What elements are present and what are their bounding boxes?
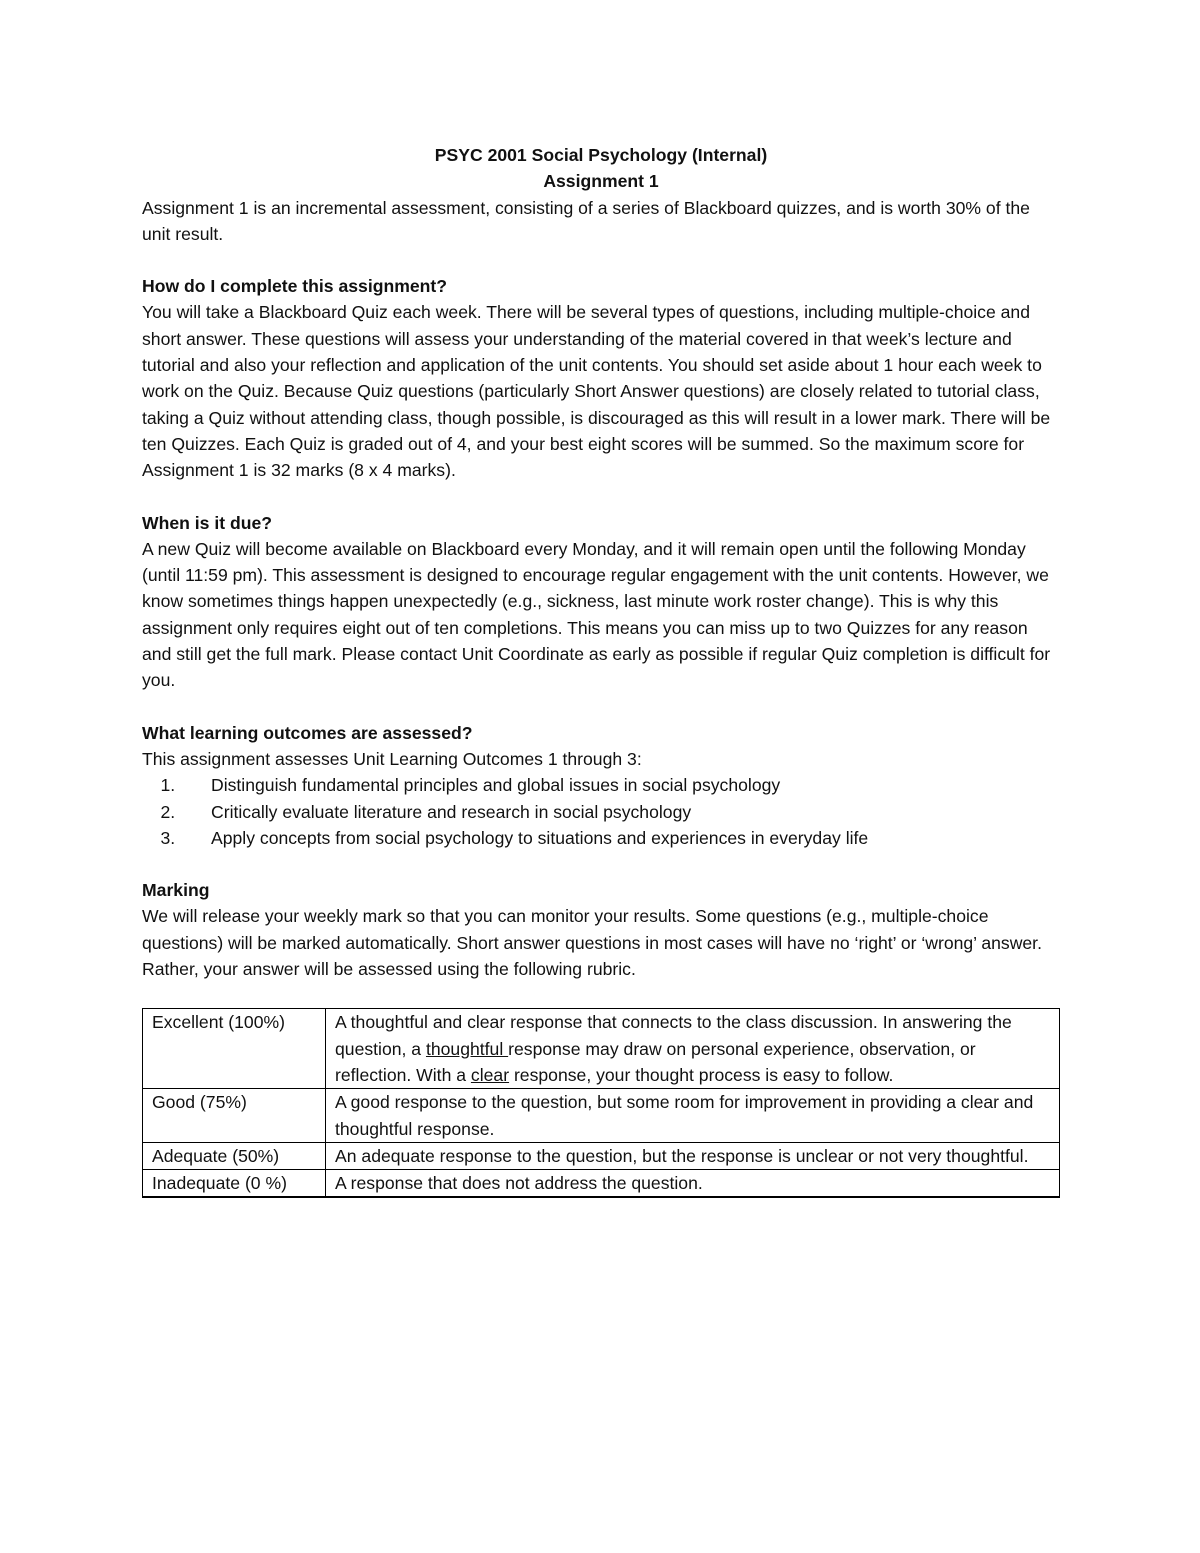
- rubric-desc-underlined: thoughtful: [425, 1038, 509, 1059]
- rubric-row: [143, 1170, 1060, 1198]
- due-paragraph: A new Quiz will become available on Blackboard every Monday, and it will remain open until the following Monday (until 11:59 pm). This assessment is designed to encourage regular engagement with the unit contents. However, we know sometimes things happen unexpectedly (e.g., sickness, last minute work roster change). This is why this assignment only requires eight out of ten completions. This means you can miss up to two Quizzes for any reason and still get the full mark. Please contact Unit Coordinate as early as possible if regular Quiz completion is difficult for you.: [142, 538, 1051, 691]
- course-title: PSYC 2001 Social Psychology (Internal): [434, 145, 768, 165]
- rubric-desc-underlined: clear: [470, 1064, 510, 1085]
- due-heading: When is it due?: [142, 512, 272, 533]
- rubric-level: Excellent (100%): [143, 1009, 326, 1089]
- rubric-row: [143, 1009, 1060, 1089]
- rubric-row: [143, 1142, 1060, 1169]
- rubric-row: [143, 1089, 1060, 1143]
- complete-heading: How do I complete this assignment?: [142, 276, 447, 297]
- marking-heading: Marking: [142, 880, 210, 901]
- outcome-item: 2. Critically evaluate literature and research in social psychology: [180, 799, 1060, 825]
- assignment-title: Assignment 1: [543, 171, 659, 192]
- rubric-desc-text: A thoughtful and clear response that connects to the class discussion. In answering the question, a: [335, 1012, 1012, 1059]
- rubric-desc-text: response, your thought process is easy to follow.: [509, 1064, 894, 1085]
- rubric-level: Inadequate (0 %): [143, 1170, 326, 1198]
- marking-paragraph: We will release your weekly mark so that you can monitor your results. Some questions (e.g., multiple-choice questions) will be marked automatically. Short answer questions in most cases will have no ‘right’ or ‘wrong’ answer. Rather, your answer will be assessed using the following rubric.: [142, 906, 1042, 980]
- rubric-level: Good (75%): [143, 1089, 326, 1143]
- outcome-item: 1. Distinguish fundamental principles and global issues in social psychology: [180, 772, 1060, 798]
- outcomes-heading: What learning outcomes are assessed?: [142, 722, 473, 743]
- complete-paragraph: You will take a Blackboard Quiz each week. There will be several types of questions, including multiple-choice and short answer. These questions will assess your understanding of the material covered in that week’s lecture and tutorial and also your reflection and application of the unit contents. You should set aside about 1 hour each week to work on the Quiz. Because Quiz questions (particularly Short Answer questions) are closely related to tutorial class, taking a Quiz without attending class, though possible, is discouraged as this will result in a lower mark. There will be ten Quizzes. Each Quiz is graded out of 4, and your best eight scores will be summed. So the maximum score for Assignment 1 is 32 marks (8 x 4 marks).: [142, 302, 1051, 481]
- intro-paragraph: Assignment 1 is an incremental assessment, consisting of a series of Blackboard quizzes, and is worth 30% of the unit result.: [142, 197, 1030, 244]
- rubric-desc-text: response may draw on personal experience, observation, or reflection. With a: [335, 1038, 976, 1085]
- rubric-table: [142, 1008, 1060, 1198]
- title-block: [142, 142, 1060, 195]
- rubric-description: An adequate response to the question, but the response is unclear or not very thoughtful.: [326, 1142, 1060, 1169]
- outcome-item: 3. Apply concepts from social psychology to situations and experiences in everyday life: [180, 825, 1060, 851]
- rubric-description: [326, 1009, 1060, 1089]
- document-page: [142, 142, 1060, 1198]
- outcomes-list: [142, 772, 1060, 851]
- rubric-description: A good response to the question, but some room for improvement in providing a clear and thoughtful response.: [326, 1089, 1060, 1143]
- rubric-description: A response that does not address the question.: [326, 1170, 1060, 1198]
- outcomes-intro: This assignment assesses Unit Learning Outcomes 1 through 3:: [142, 748, 642, 769]
- rubric-level: Adequate (50%): [143, 1142, 326, 1169]
